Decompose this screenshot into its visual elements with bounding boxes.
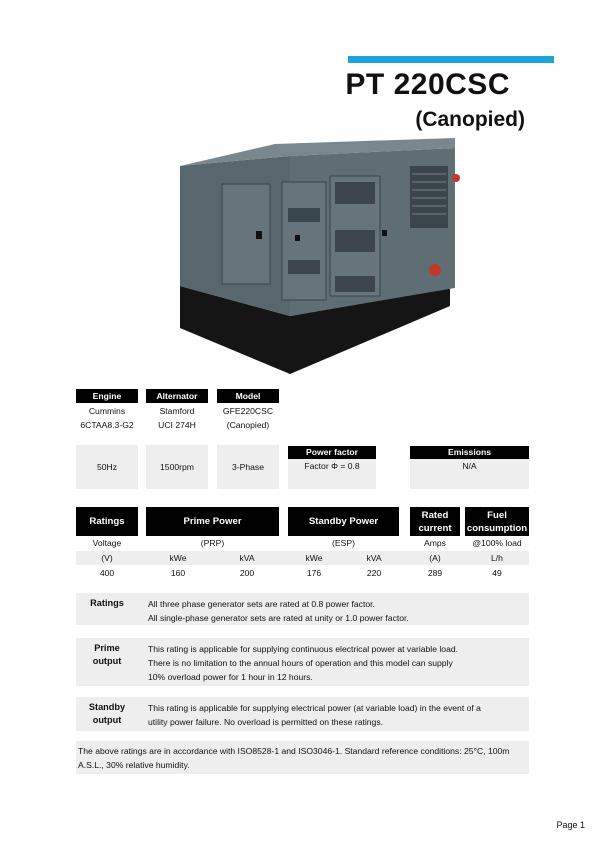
prp-label: (PRP): [200, 538, 225, 548]
emissions-value: N/A: [410, 459, 529, 489]
prime-kva-value: 200: [239, 567, 255, 578]
page-subtitle: (Canopied): [415, 108, 525, 131]
standby-kwe-unit: kWe: [305, 552, 323, 563]
current-unit: (A): [429, 552, 441, 563]
prime-kva-unit: kVA: [239, 552, 255, 563]
power-factor-value: Factor Φ = 0.8: [288, 459, 376, 489]
ratings-note: [76, 593, 529, 625]
fuel-consumption-header: Fuel consumption: [465, 507, 529, 536]
accent-bar: [348, 56, 554, 63]
standby-output-label-line: Standby: [88, 702, 126, 712]
amps-label: Amps: [424, 538, 446, 548]
prime-output-line: 10% overload power for 1 hour in 12 hours.: [148, 672, 313, 682]
standby-kva-unit: kVA: [366, 552, 382, 563]
standby-output-text: [148, 701, 481, 729]
engine-model: 6CTAA8.3-G2: [80, 419, 134, 430]
standby-power-header: Standby Power: [288, 507, 399, 536]
alternator-make: Stamford: [159, 405, 195, 416]
generator-image: [170, 138, 470, 376]
phase-value: 3-Phase: [217, 445, 279, 489]
engine-make: Cummins: [88, 405, 126, 416]
voltage-label: Voltage: [92, 538, 122, 548]
speed-value: 1500rpm: [146, 445, 208, 489]
power-factor-header: Power factor: [288, 446, 376, 459]
current-value: 289: [427, 567, 443, 578]
standby-output-note: [76, 697, 529, 731]
prime-output-line: This rating is applicable for supplying continuous electrical power at variable load.: [148, 644, 459, 654]
esp-label: (ESP): [332, 538, 355, 548]
prime-output-label-line: output: [92, 656, 122, 666]
standards-note: The above ratings are in accordance with ISO8528-1 and ISO3046-1. Standard reference conditions: 25°C, 100m A.S.L., 30% relative humidity.: [76, 741, 529, 774]
standby-output-label-line: output: [92, 715, 122, 725]
voltage-unit: (V): [101, 552, 113, 563]
model-variant: (Canopied): [226, 419, 270, 430]
prime-kwe-value: 160: [170, 567, 186, 578]
model-header: Model: [217, 389, 279, 403]
model-name: GFE220CSC: [222, 405, 274, 416]
ratings-note-text: [148, 597, 409, 625]
rated-current-header: Rated current: [410, 507, 460, 536]
prime-output-note: [76, 638, 529, 686]
voltage-value: 400: [99, 567, 115, 578]
alternator-model: UCI 274H: [158, 419, 196, 430]
standby-output-label: [76, 701, 138, 727]
fuel-value: 49: [492, 567, 502, 578]
emissions-header: Emissions: [410, 446, 529, 459]
standby-output-line: This rating is applicable for supplying electrical power (at variable load) in the event of a: [148, 703, 481, 713]
engine-header: Engine: [76, 389, 138, 403]
fuel-load-label: @100% load: [472, 538, 522, 548]
frequency-value: 50Hz: [76, 445, 138, 489]
ratings-note-line: All three phase generator sets are rated at 0.8 power factor.: [148, 599, 375, 609]
prime-output-label-line: Prime: [94, 643, 120, 653]
ratings-header: Ratings: [76, 507, 138, 536]
prime-output-line: There is no limitation to the annual hours of operation and this model can supply: [148, 658, 453, 668]
standby-kwe-value: 176: [306, 567, 322, 578]
alternator-header: Alternator: [146, 389, 208, 403]
ratings-note-label: Ratings: [90, 598, 124, 608]
standby-output-line: utility power failure. No overload is permitted on these ratings.: [148, 717, 384, 727]
page-title: PT 220CSC: [345, 68, 510, 101]
prime-output-text: [148, 642, 458, 684]
page-number: Page 1: [556, 820, 585, 830]
prime-output-label: [76, 642, 138, 668]
fuel-unit: L/h: [491, 552, 503, 563]
prime-kwe-unit: kWe: [169, 552, 187, 563]
ratings-note-line: All single-phase generator sets are rated at unity or 1.0 power factor.: [148, 613, 409, 623]
prime-power-header: Prime Power: [146, 507, 279, 536]
standby-kva-value: 220: [366, 567, 382, 578]
